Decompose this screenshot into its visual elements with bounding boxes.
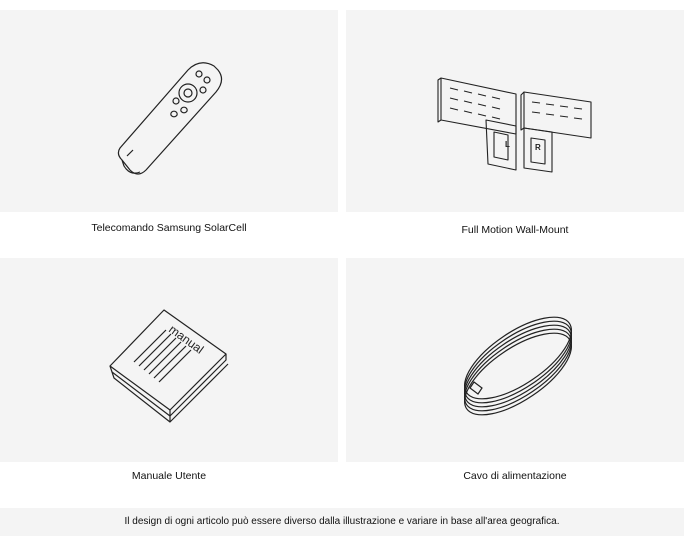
mount-label-right: R [535, 143, 541, 152]
mount-label-left: L [505, 140, 510, 149]
product-tile-manual [0, 258, 338, 462]
disclaimer-footnote: Il design di ogni articolo può essere diverso dalla illustrazione e variare in base all'area geografica. [0, 508, 684, 536]
user-manual-icon [0, 258, 338, 462]
product-tile-remote [0, 10, 338, 212]
power-cable-icon [346, 258, 684, 462]
wall-mount-icon [346, 10, 684, 212]
product-tile-wall-mount [346, 10, 684, 212]
remote-control-icon [0, 10, 338, 212]
product-tile-cable [346, 258, 684, 462]
caption-remote: Telecomando Samsung SolarCell [91, 222, 247, 234]
caption-manual: Manuale Utente [131, 470, 207, 482]
caption-cable: Cavo di alimentazione [463, 470, 567, 482]
manual-cover-text: manual [166, 322, 207, 357]
caption-wall-mount: Full Motion Wall-Mount [461, 224, 569, 236]
